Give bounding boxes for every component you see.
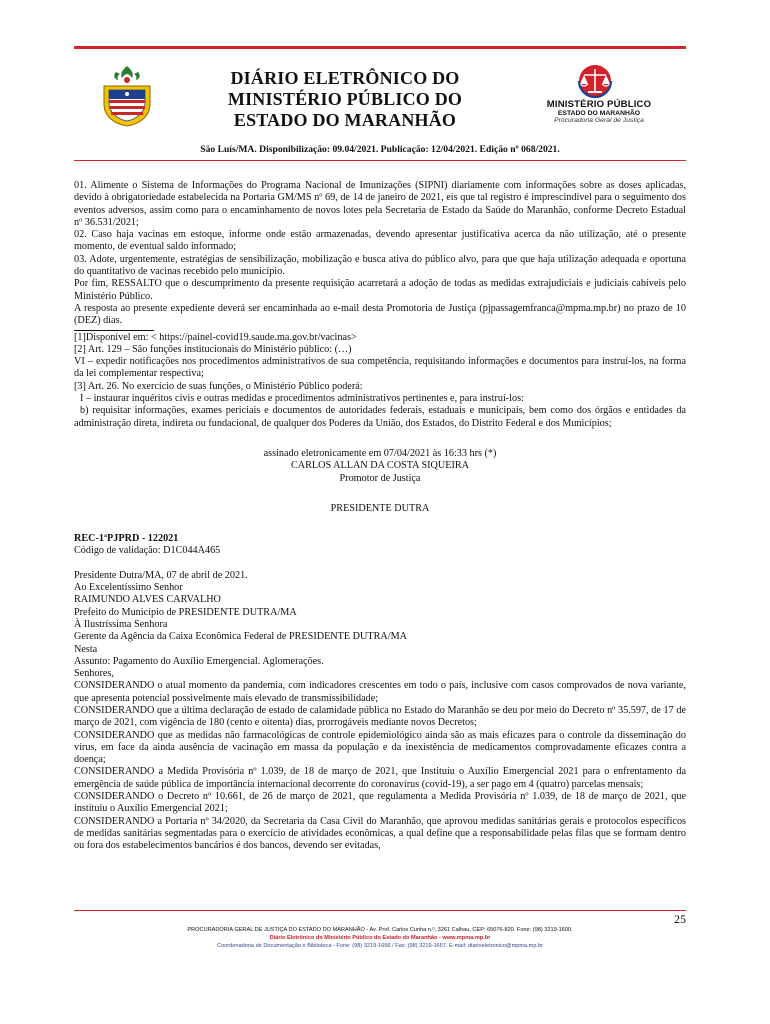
paragraph: A resposta ao presente expediente deverá ser encaminhada ao e-mail desta Promotoria de Justiça (pjpassagemfranca@mpma.mp.br) no prazo de 10 (DEZ) dias. — [74, 302, 686, 327]
validation-code: Código de validação: D1C044A465 — [74, 545, 221, 557]
paragraph: Por fim, RESSALTO que o descumprimento da presente requisição acarretará a adoção de todas as medidas extrajudiciais e judiciais cabíveis pelo Ministério Público. — [74, 278, 686, 302]
paragraph: 01. Alimente o Sistema de Informações do Programa Nacional de Imunizações (SIPNI) diariamente com informações sobre as doses aplicadas, devido à obrigatoriedade estabelecida na Portaria GM/MS nº 69, de 14 de janeiro de 2021, eis que tal registro é imprescindível para o seguimento dos eventos adversos, assim como para o encaminhamento de novos lotes pela Secretaria de Estado da Saúde do Maranhão, conforme Decreto Estadual nº 36.531/2021; — [74, 180, 686, 228]
page-number: 25 — [674, 912, 686, 926]
letter-line: À Ilustríssima Senhora — [74, 618, 168, 630]
footnote: I – instaurar inquéritos civis e outras medidas e procedimentos administrativos pertinentes e, para instruí-los: — [80, 393, 524, 405]
footnote: [1]Disponível em: < https://painel-covid19.saude.ma.gov.br/vacinas> — [74, 331, 357, 343]
letter-line: Senhores, — [74, 668, 114, 680]
letter-line: Assunto: Pagamento do Auxílio Emergencial. Aglomerações. — [74, 655, 324, 667]
signature-name: CARLOS ALLAN DA COSTA SIQUEIRA — [290, 460, 470, 472]
letter-line: Prefeito do Município de PRESIDENTE DUTRA/MA — [74, 606, 297, 618]
signature-line: assinado eletronicamente em 07/04/2021 às 16:33 hrs (*) — [263, 447, 497, 459]
considerando-paragraph: CONSIDERANDO o Decreto nº 10.661, de 26 de março de 2021, que regulamenta a Medida Provisória nº 1.039, de 18 de março de 2021, que instituiu o Auxílio Emergencial 2021; — [74, 791, 686, 815]
header-top-rule — [74, 46, 686, 49]
footnote: b) requisitar informações, exames periciais e documentos de autoridades federais, estaduais e municipais, bem como dos órgãos e entidades da administração direta, indireta ou fundacional, de qualquer dos Poderes da União, dos Estados, do Distrito Federal e dos Municípios; — [74, 405, 686, 429]
letter-line: Presidente Dutra/MA, 07 de abril de 2021. — [74, 569, 248, 581]
title-line: DIÁRIO ELETRÔNICO DO — [230, 68, 460, 88]
maranhao-seal-icon — [98, 62, 156, 128]
footer-journal-link[interactable]: Diário Eletrônico do Ministério Público do Estado do Maranhão - www.mpma.mp.br — [269, 935, 491, 941]
signature-role: Promotor de Justiça — [339, 472, 421, 484]
mp-logo-line: ESTADO DO MARANHÃO — [557, 109, 641, 117]
footnote: [3] Art. 26. No exercício de suas funções, o Ministério Público poderá: — [74, 380, 363, 392]
letter-line: RAIMUNDO ALVES CARVALHO — [74, 594, 221, 606]
document-body — [74, 180, 686, 853]
header-bottom-rule — [74, 160, 686, 161]
page-footer — [74, 926, 686, 950]
footer-contact: Coordenadoria de Documentação e Biblioteca - Fone: (98) 3219-1656 / Fax: (98) 3219-1657. E-mail: diarioeletronico@mpma.mp.br — [217, 943, 543, 949]
footer-address: PROCURADORIA GERAL DE JUSTIÇA DO ESTADO DO MARANHÃO - Av. Prof. Carlos Cunha n.º, 3261 Calhau, CEP: 65076-820. Fone: (98) 3219-1600. — [187, 927, 573, 933]
letter-line: Nesta — [74, 643, 98, 655]
paragraph: 02. Caso haja vacinas em estoque, informe onde estão armazenadas, devendo apresentar justificativa acerca da não utilização, até o presente momento, de eventual saldo informado; — [74, 229, 686, 253]
mp-logo-line: Procuradoria Geral de Justiça — [554, 117, 644, 125]
title-line: MINISTÉRIO PÚBLICO DO — [227, 89, 463, 109]
considerando-paragraph: CONSIDERANDO que a última declaração de estado de calamidade pública no Estado do Maranhão se deu por meio do Decreto nº 35.597, de 17 de março de 2021, com vigência de 180 (cento e oitenta) dias, prorrogáveis mediante novos Decretos; — [74, 704, 686, 729]
footnote-rule — [74, 330, 154, 331]
footer-rule — [74, 910, 686, 911]
section-heading: PRESIDENTE DUTRA — [330, 502, 430, 514]
paragraph: 03. Adote, urgentemente, estratégias de sensibilização, mobilização e busca ativa do público alvo, para que que haja utilização adequada e oportuna do quantitativo de vacinas recebido pelo município. — [74, 253, 686, 278]
journal-title — [190, 68, 500, 131]
record-id: REC-1ªPJPRD - 122021 — [74, 533, 179, 545]
letter-line: Gerente da Agência da Caixa Econômica Federal de PRESIDENTE DUTRA/MA — [74, 631, 407, 643]
considerando-paragraph: CONSIDERANDO o atual momento da pandemia, com indicadores crescentes em todo o país, inclusive com casos comprovados de nova variante, que apresenta potencial possivelmente mais elevado de transmissibilidade; — [74, 680, 686, 704]
publication-dateline: São Luís/MA. Disponibilização: 09.04/2021. Publicação: 12/04/2021. Edição nº 068/2021. — [200, 144, 560, 155]
mp-logo-text — [524, 100, 674, 124]
considerando-paragraph: CONSIDERANDO a Medida Provisória nº 1.039, de 18 de março de 2021, que Instituiu o Auxílio Emergencial 2021 para o enfrentamento da emergência de saúde pública de importância internacional decorrente do coronavírus (covid-19), a ser pago em 4 (quatro) parcelas mensais; — [74, 766, 686, 790]
considerando-paragraph: CONSIDERANDO que as medidas não farmacológicas de controle epidemiológico ainda são as mais eficazes para o controle da disseminação do vírus, em face da ainda ausência de vacinação em massa da população e da inexistência de medicamentos comprovadamente eficazes contra a doença; — [74, 729, 686, 766]
title-line: ESTADO DO MARANHÃO — [233, 110, 457, 130]
considerando-paragraph: CONSIDERANDO a Portaria nº 34/2020, da Secretaria da Casa Civil do Maranhão, que aprovou medidas sanitárias gerais e protocolos específicos de medidas sanitárias segmentadas para o exercício de atividades econômicas, a qual define que a responsabilidade pelas filas que se formam dentro ou fora dos estabelecimentos bancários é dos bancos, devendo ser evitadas, — [74, 815, 686, 852]
footnote: VI – expedir notificações nos procedimentos administrativos de sua competência, requisitando informações e documentos para instruí-los, na forma da lei complementar respectiva; — [74, 356, 686, 380]
mp-logo-line: MINISTÉRIO PÚBLICO — [546, 99, 652, 110]
footnote: [2] Art. 129 – São funções institucionais do Ministério público: (…) — [74, 343, 352, 355]
letter-line: Ao Excelentíssimo Senhor — [74, 582, 183, 594]
